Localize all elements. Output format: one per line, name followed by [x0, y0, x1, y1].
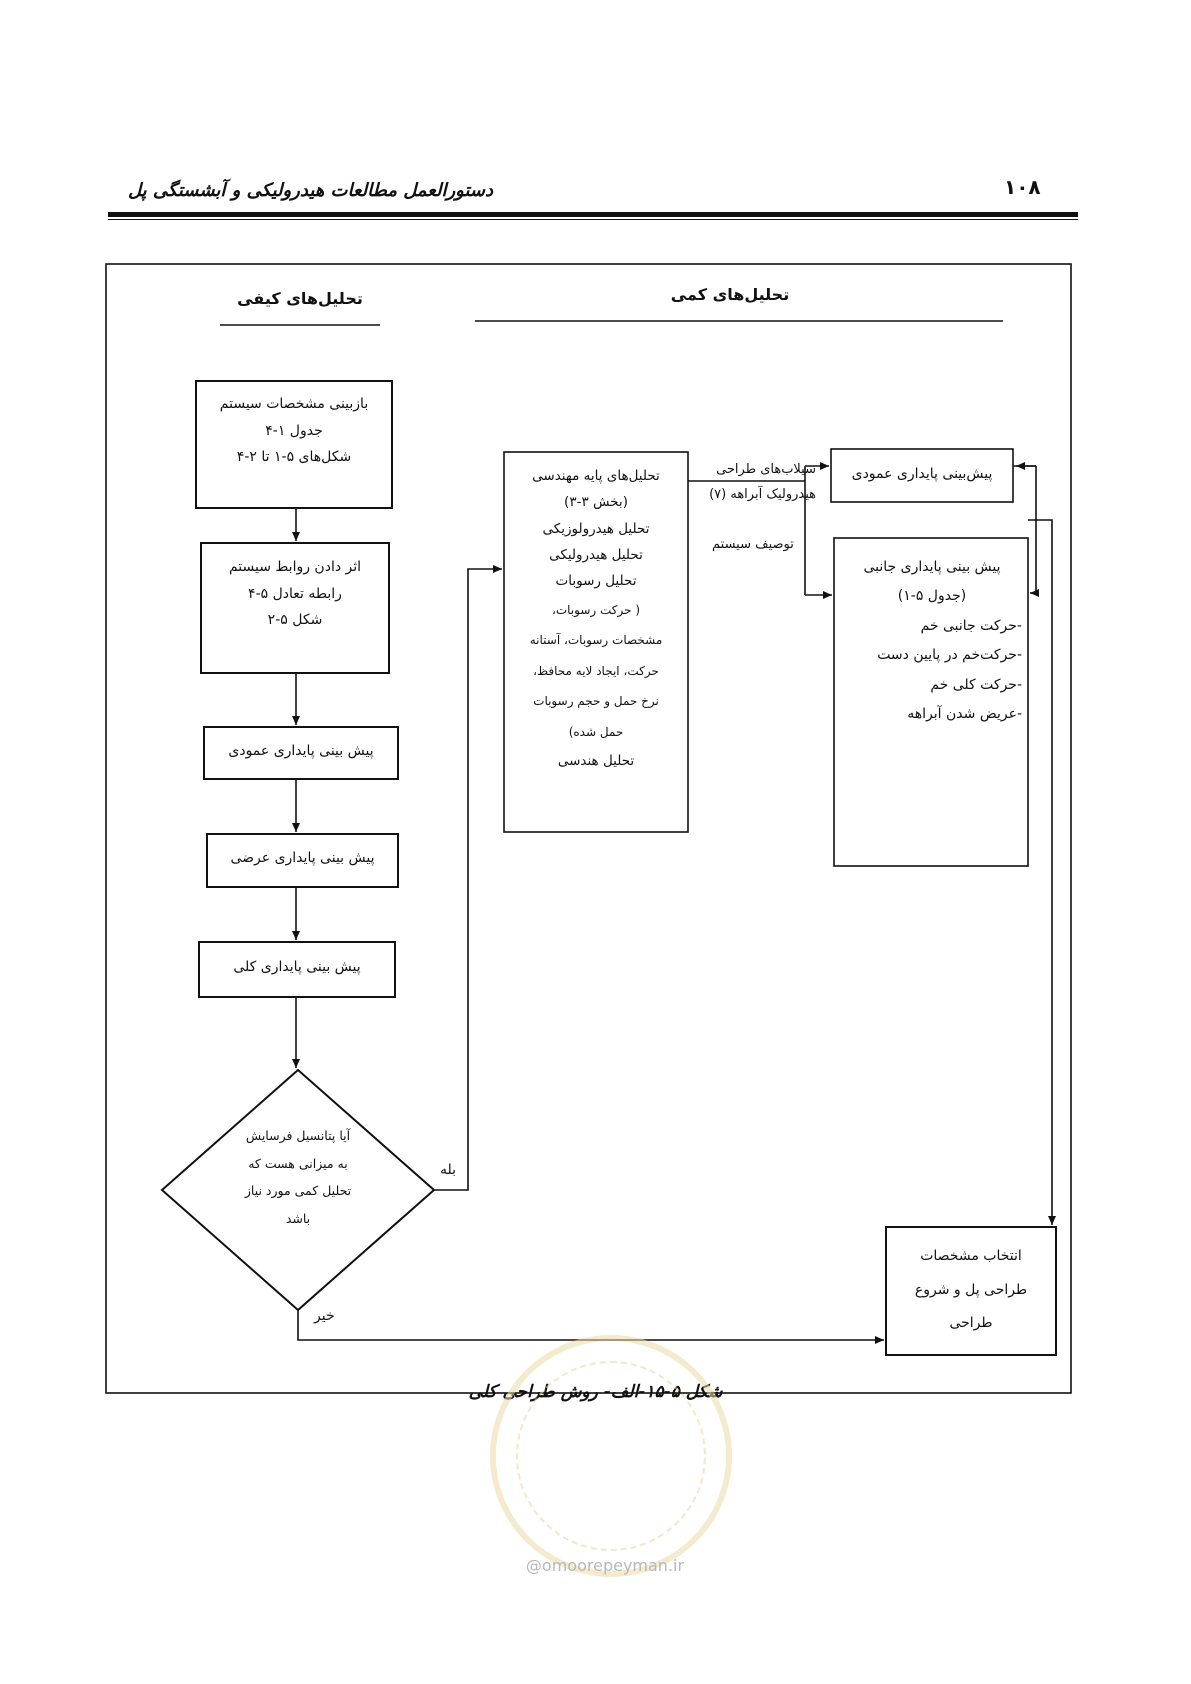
system-description-label: توصیف سیستم: [712, 537, 794, 552]
quantitative-heading: تحلیل‌های کمی: [670, 285, 790, 304]
design-floods-label: سیلاب‌های طراحی هیدرولیک آبراهه (۷): [709, 462, 816, 502]
page-number: ۱۰۸: [1004, 175, 1041, 199]
decision-question: آیا پتانسیل فرسایش به میزانی هست که تحلیل کمی مورد نیاز باشد: [244, 1128, 352, 1226]
watermark-url: @omoorepeyman.ir: [525, 1556, 685, 1575]
vertical-stability-right-text: پیش‌بینی پایداری عمودی: [851, 466, 993, 482]
vertical-stability-left-text: پیش بینی پایداری عمودی: [228, 743, 374, 759]
watermark-seal: [490, 1335, 732, 1577]
final-design-text: انتخاب مشخصات طراحی پل و شروع طراحی: [914, 1248, 1028, 1332]
running-title: دستورالعمل مطالعات هیدرولیکی و آبشستگی پل: [128, 180, 494, 201]
no-label: خیر: [314, 1308, 335, 1324]
overall-stability-text: پیش بینی پایداری کلی: [233, 959, 361, 975]
figure-caption: شکل ۵-۱۵-الف- روش طراحی کلی: [468, 1382, 723, 1402]
review-system-text: بازبینی مشخصات سیستم جدول ۱-۴ شکل‌های ۵-۱ تا ۲-۴: [219, 396, 369, 466]
yes-label: بله: [440, 1162, 457, 1178]
lateral-stability-left-text: پیش بینی پایداری عرضی: [230, 850, 375, 866]
qualitative-heading: تحلیل‌های کیفی: [237, 289, 363, 308]
engineering-analysis-text: تحلیل‌های پایه مهندسی (بخش ۳-۳) تحلیل هیدرولوزیکی تحلیل هیدرولیکی تحلیل رسوبات ( حرکت رسوبات، مشخصات رسوبات، آستانه حرکت، ایجاد لایه محافظ، نرخ حمل و حجم رسوبات حمل شده) تحلیل هندسی: [529, 468, 663, 769]
apply-relations-text: اثر دادن روابط سیستم رابطه تعادل ۵-۴ شکل ۵-۲: [228, 559, 362, 629]
lateral-stability-right-text: پیش بینی پایداری جانبی (جدول ۵-۱) -حرکت جانبی خم -حرکت‌خم در پایین دست -حرکت کلی خم -عریض شدن آبراهه: [863, 559, 1022, 722]
